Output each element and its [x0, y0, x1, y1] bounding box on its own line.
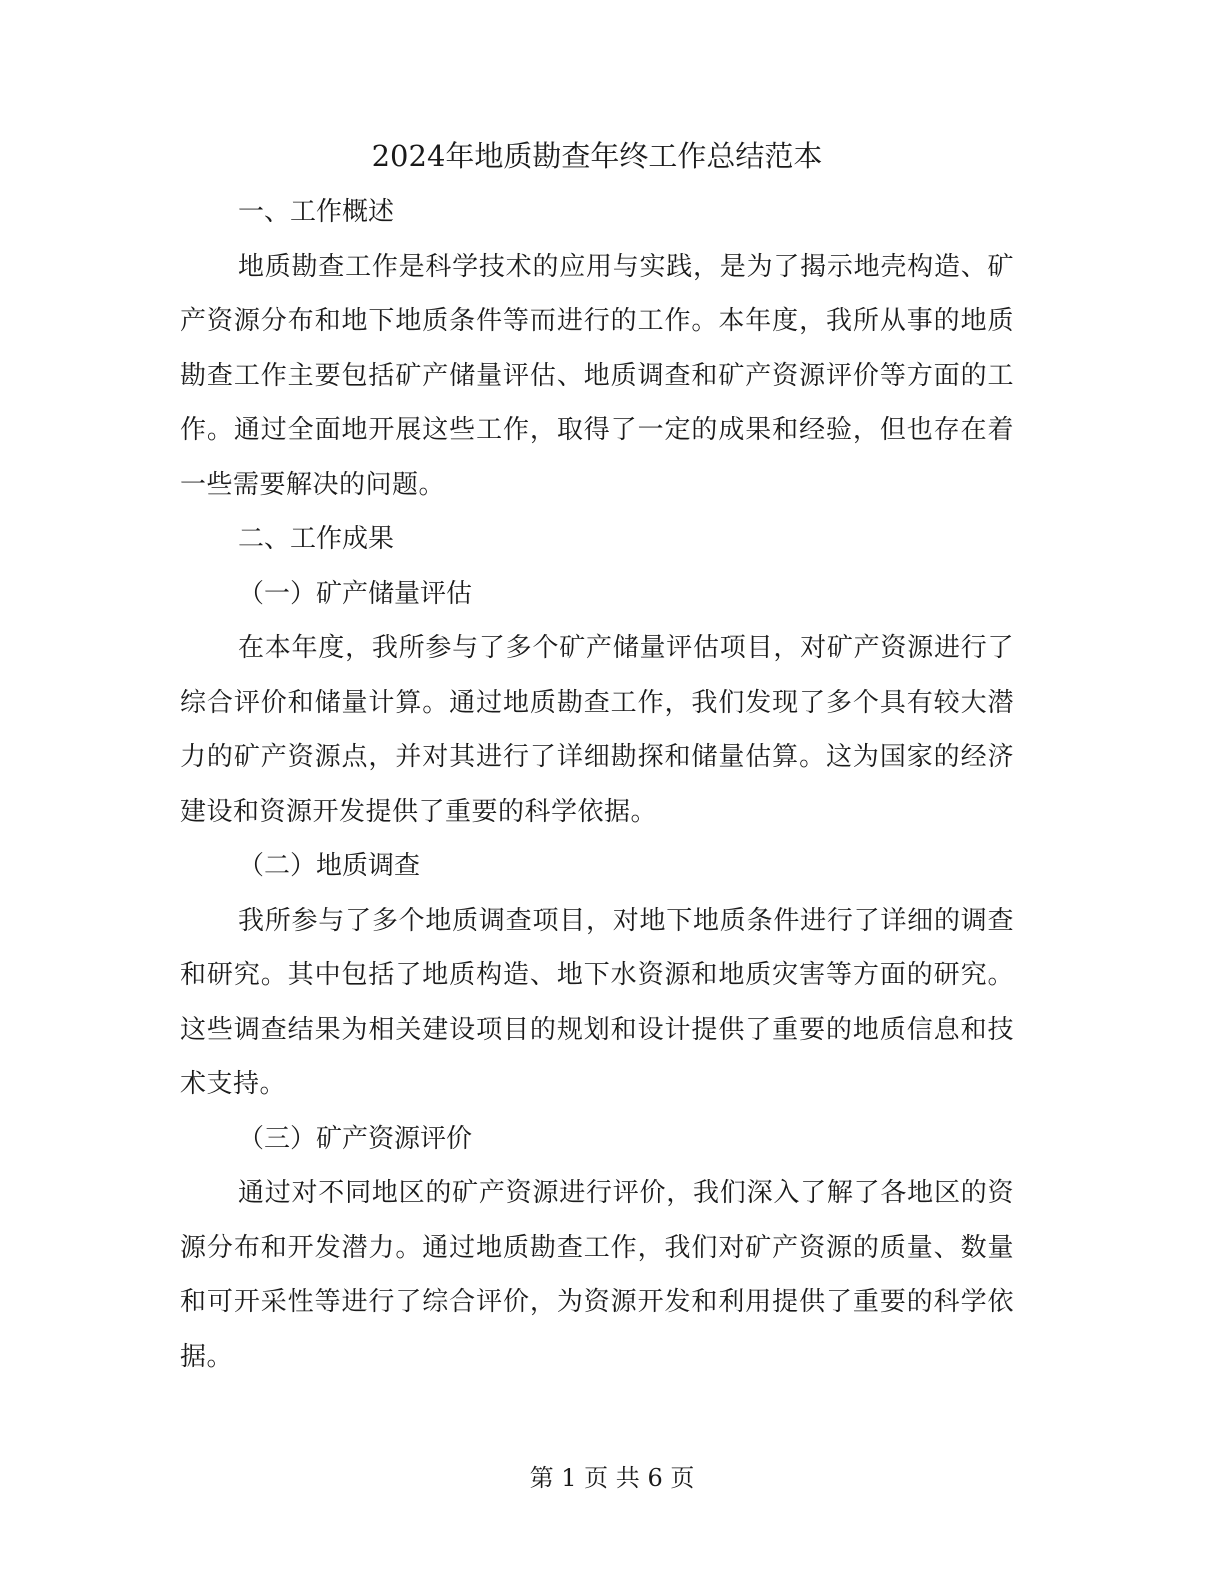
- page-number-footer: 第 1 页 共 6 页: [529, 1464, 695, 1492]
- document-body: [180, 130, 1014, 1384]
- section-heading-achievements: 二、工作成果: [238, 524, 395, 554]
- paragraph-geological-survey: 我所参与了多个地质调查项目，对地下地质条件进行了详细的调查和研究。其中包括了地质构造、地下水资源和地质灾害等方面的研究。这些调查结果为相关建设项目的规划和设计提供了重要的地质信息和技术支持。: [180, 905, 1014, 1099]
- subsection-heading-geological-survey: （二）地质调查: [238, 851, 421, 881]
- paragraph-reserve-assessment: 在本年度，我所参与了多个矿产储量评估项目，对矿产资源进行了综合评价和储量计算。通过地质勘查工作，我们发现了多个具有较大潜力的矿产资源点，并对其进行了详细勘探和储量估算。这为国家的经济建设和资源开发提供了重要的科学依据。: [180, 633, 1014, 827]
- paragraph-overview: 地质勘查工作是科学技术的应用与实践，是为了揭示地壳构造、矿产资源分布和地下地质条件等而进行的工作。本年度，我所从事的地质勘查工作主要包括矿产储量评估、地质调查和矿产资源评价等方面的工作。通过全面地开展这些工作，取得了一定的成果和经验，但也存在着一些需要解决的问题。: [180, 251, 1014, 500]
- subsection-heading-reserve-assessment: （一）矿产储量评估: [238, 578, 473, 609]
- subsection-heading-resource-evaluation: （三）矿产资源评价: [238, 1123, 473, 1154]
- document-title: 2024年地质勘查年终工作总结范本: [371, 139, 823, 173]
- paragraph-resource-evaluation: 通过对不同地区的矿产资源进行评价，我们深入了解了各地区的资源分布和开发潜力。通过地质勘查工作，我们对矿产资源的质量、数量和可开采性等进行了综合评价，为资源开发和利用提供了重要的科学依据。: [180, 1178, 1014, 1372]
- section-heading-overview: 一、工作概述: [238, 197, 395, 227]
